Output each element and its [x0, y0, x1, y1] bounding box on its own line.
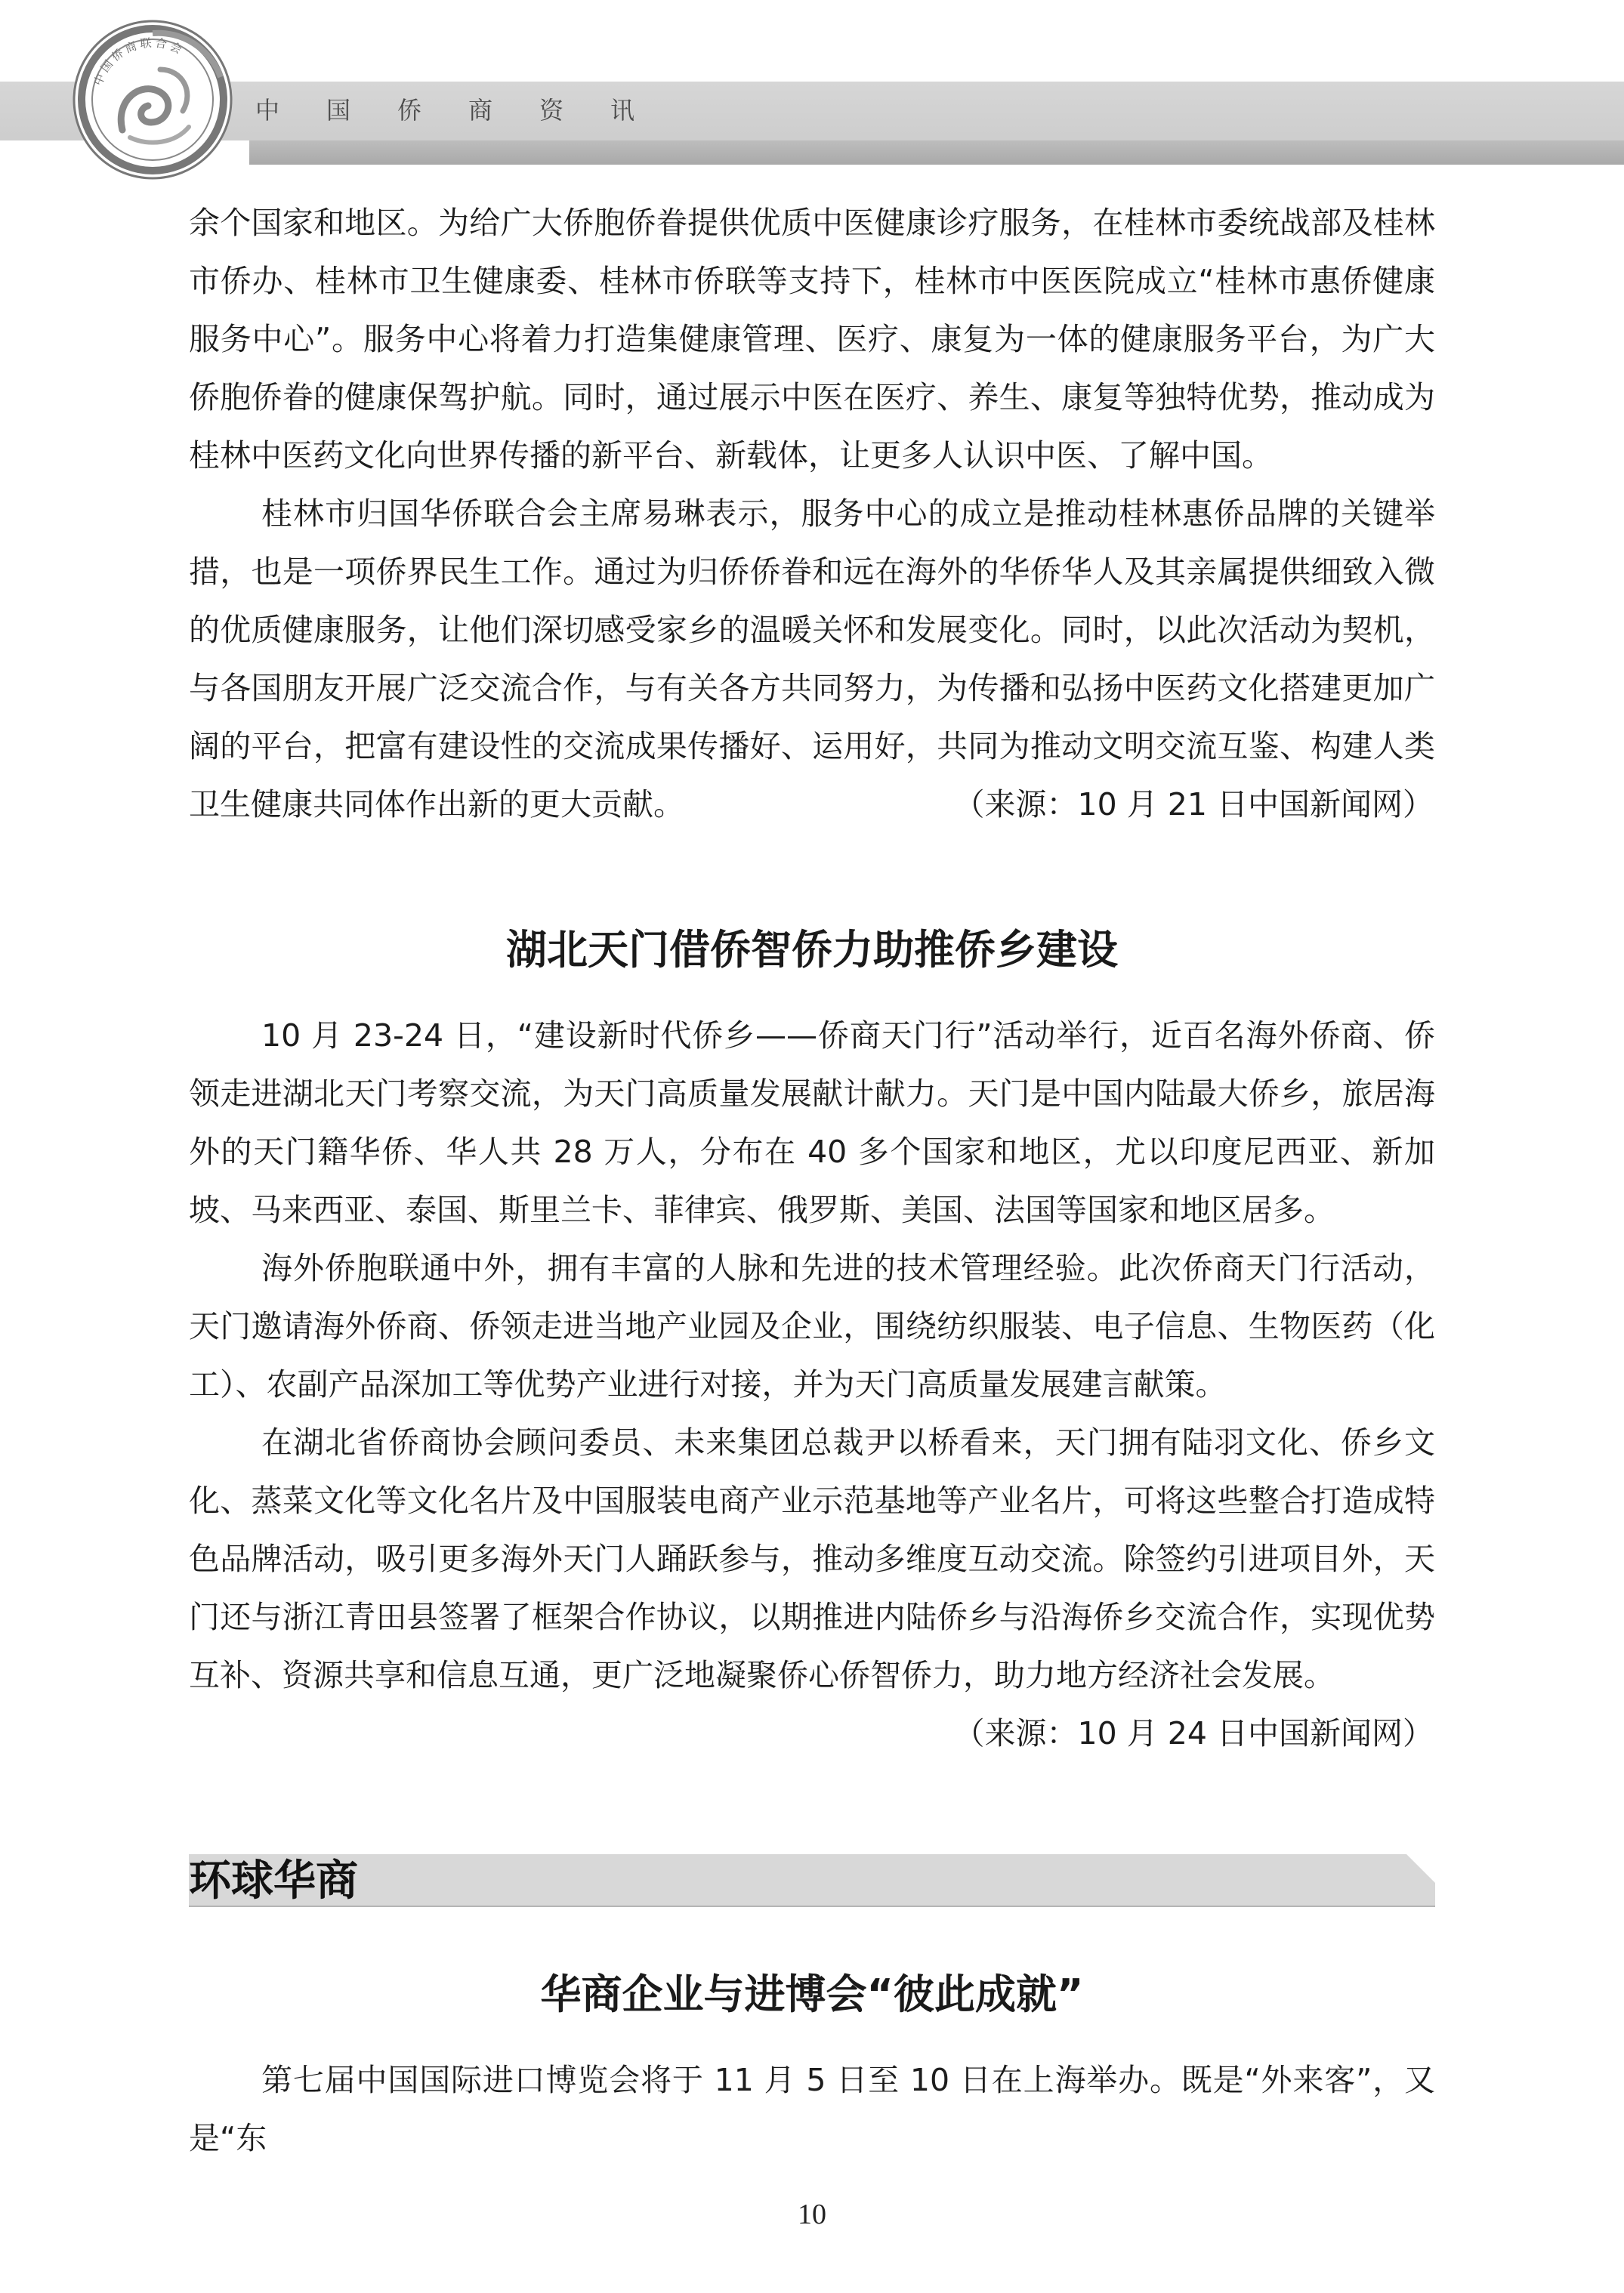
- section-header-bar: [189, 1854, 1435, 1907]
- article3-title: 华商企业与进博会“彼此成就”: [540, 1970, 1084, 2018]
- article3-paragraph-1: 第七届中国国际进口博览会将于 11 月 5 日至 10 日在上海举办。既是“外来客”，又是“东: [189, 2062, 1435, 2156]
- article1-continued-paragraph: 余个国家和地区。为给广大侨胞侨眷提供优质中医健康诊疗服务，在桂林市委统战部及桂林市侨办、桂林市卫生健康委、桂林市侨联等支持下，桂林市中医医院成立“桂林市惠侨健康服务中心”。服务中心将着力打造集健康管理、医疗、康复为一体的健康服务平台，为广大侨胞侨眷的健康保驾护航。同时，通过展示中医在医疗、养生、康复等独特优势，推动成为桂林中医药文化向世界传播的新平台、新载体，让更多人认识中医、了解中国。: [189, 205, 1435, 474]
- header-title: 中国侨商资讯: [255, 96, 682, 125]
- article2-paragraph-2: 海外侨胞联通中外，拥有丰富的人脉和先进的技术管理经验。此次侨商天门行活动，天门邀请海外侨商、侨领走进当地产业园及企业，围绕纺织服装、电子信息、生物医药（化工）、农副产品深加工等优势产业进行对接，并为天门高质量发展建言献策。: [189, 1250, 1435, 1403]
- section-bar-background: [189, 1854, 1435, 1907]
- article2-paragraph-3: 在湖北省侨商协会顾问委员、未来集团总裁尹以桥看来，天门拥有陆羽文化、侨乡文化、蒸菜文化等文化名片及中国服装电商产业示范基地等产业名片，可将这些整合打造成特色品牌活动，吸引更多海外天门人踊跃参与，推动多维度互动交流。除签约引进项目外，天门还与浙江青田县签署了框架合作协议，以期推进内陆侨乡与沿海侨乡交流合作，实现优势互补、资源共享和信息互通，更广泛地凝聚侨心侨智侨力，助力地方经济社会发展。: [189, 1424, 1435, 1693]
- article2-paragraph-1: 10 月 23-24 日，“建设新时代侨乡——侨商天门行”活动举行，近百名海外侨商、侨领走进湖北天门考察交流，为天门高质量发展献计献力。天门是中国内陆最大侨乡，旅居海外的天门籍华侨、华人共 28 万人，分布在 40 多个国家和地区，尤以印度尼西亚、新加坡、马来西亚、泰国、斯里兰卡、菲律宾、俄罗斯、美国、法国等国家和地区居多。: [189, 1017, 1435, 1228]
- article2-title: 湖北天门借侨智侨力助推侨乡建设: [506, 926, 1118, 974]
- logo-emblem-icon: [69, 17, 236, 183]
- logo-text: 中国侨商联合会: [91, 35, 187, 88]
- article1-source: （来源：10 月 21 日中国新闻网）: [953, 786, 1434, 822]
- article1-paragraph-2: 桂林市归国华侨联合会主席易琳表示，服务中心的成立是推动桂林惠侨品牌的关键举措，也是一项侨界民生工作。通过为归侨侨眷和远在海外的华侨华人及其亲属提供细致入微的优质健康服务，让他们深切感受家乡的温暖关怀和发展变化。同时，以此次活动为契机，与各国朋友开展广泛交流合作，与有关各方共同努力，为传播和弘扬中医药文化搭建更加广阔的平台，把富有建设性的交流成果传播好、运用好，共同为推动文明交流互鉴、构建人类卫生健康共同体作出新的更大贡献。: [189, 495, 1435, 822]
- header-band-shadow: [227, 140, 1624, 165]
- article2-source: （来源：10 月 24 日中国新闻网）: [953, 1715, 1434, 1751]
- page-number: 10: [798, 2199, 826, 2230]
- section-label: 环球华商: [189, 1856, 358, 1906]
